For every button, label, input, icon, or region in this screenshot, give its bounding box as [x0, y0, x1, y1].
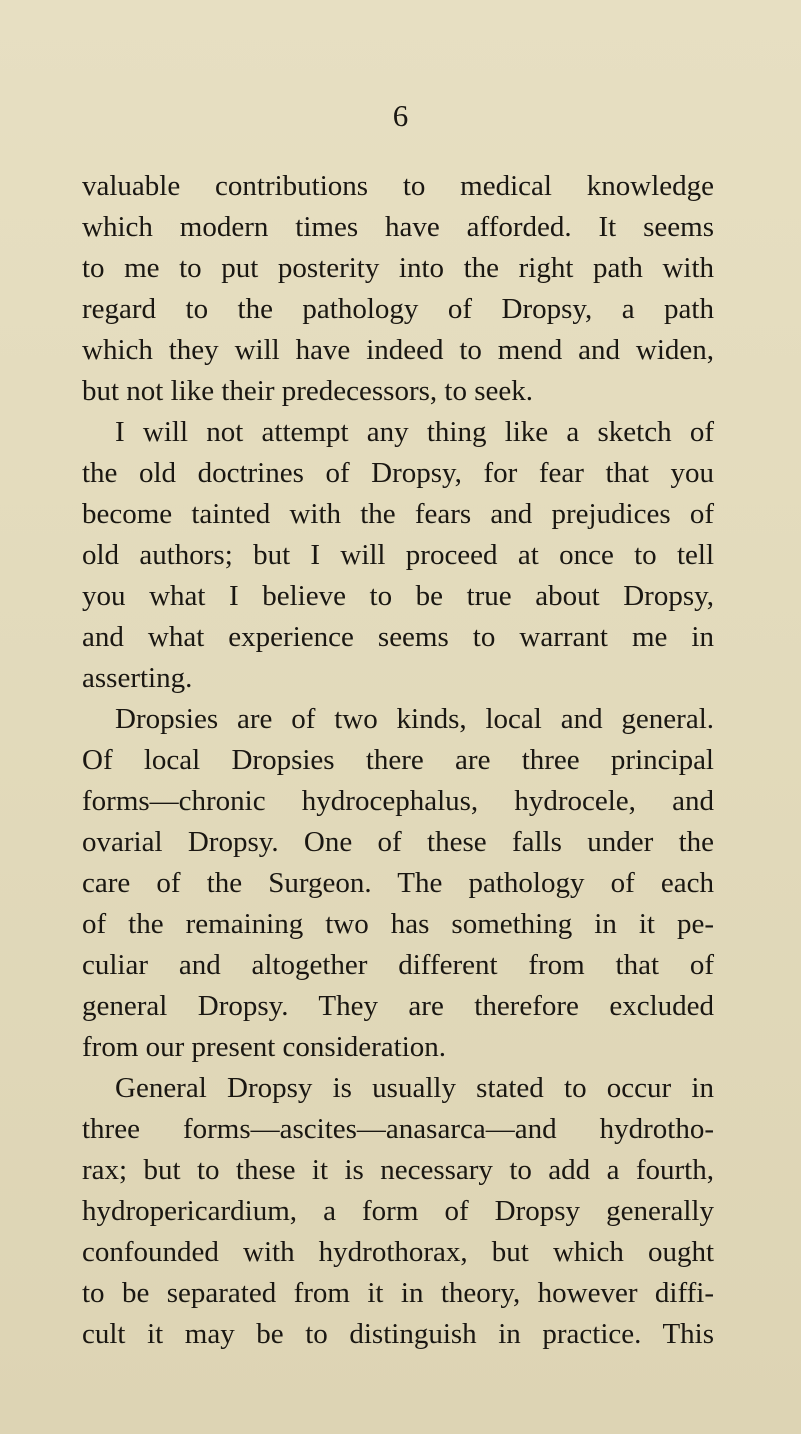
text-line: and what experience seems to warrant me in: [82, 621, 714, 653]
text-line: confounded with hydrothorax, but which ought: [82, 1236, 714, 1268]
text-line: asserting.: [82, 662, 193, 694]
text-line: of the remaining two has something in it pe-: [82, 908, 714, 940]
paragraph-start-line: Dropsies are of two kinds, local and general.: [115, 703, 714, 735]
text-line: from our present consideration.: [82, 1031, 447, 1063]
text-line: you what I believe to be true about Dropsy,: [82, 580, 714, 612]
text-line: care of the Surgeon. The pathology of each: [82, 867, 714, 899]
paragraph-start-line: General Dropsy is usually stated to occur in: [115, 1072, 714, 1104]
paragraph-start-line: I will not attempt any thing like a sketch of: [115, 416, 714, 448]
page-number: 6: [392, 98, 409, 133]
text-line: but not like their predecessors, to seek.: [82, 375, 533, 407]
body-text: [82, 166, 714, 1355]
text-line: rax; but to these it is necessary to add a fourth,: [82, 1154, 714, 1186]
text-line: general Dropsy. They are therefore excluded: [82, 990, 714, 1022]
text-line: cult it may be to distinguish in practice. This: [82, 1318, 714, 1350]
text-line: ovarial Dropsy. One of these falls under the: [82, 826, 714, 858]
text-line: valuable contributions to medical knowledge: [82, 170, 714, 202]
text-line: become tainted with the fears and prejudices of: [82, 498, 714, 530]
text-line: old authors; but I will proceed at once to tell: [82, 539, 714, 571]
text-line: which they will have indeed to mend and widen,: [82, 334, 714, 366]
text-line: to be separated from it in theory, however diffi-: [82, 1277, 714, 1309]
text-line: culiar and altogether different from that of: [82, 949, 714, 981]
text-line: regard to the pathology of Dropsy, a path: [82, 293, 714, 325]
text-line: which modern times have afforded. It seems: [82, 211, 714, 243]
text-line: hydropericardium, a form of Dropsy generally: [82, 1195, 714, 1227]
text-line: the old doctrines of Dropsy, for fear that you: [82, 457, 714, 489]
text-line: three forms—ascites—anasarca—and hydrotho-: [82, 1113, 714, 1145]
text-line: to me to put posterity into the right path with: [82, 252, 714, 284]
text-line: Of local Dropsies there are three principal: [82, 744, 714, 776]
text-line: forms—chronic hydrocephalus, hydrocele, and: [82, 785, 714, 817]
